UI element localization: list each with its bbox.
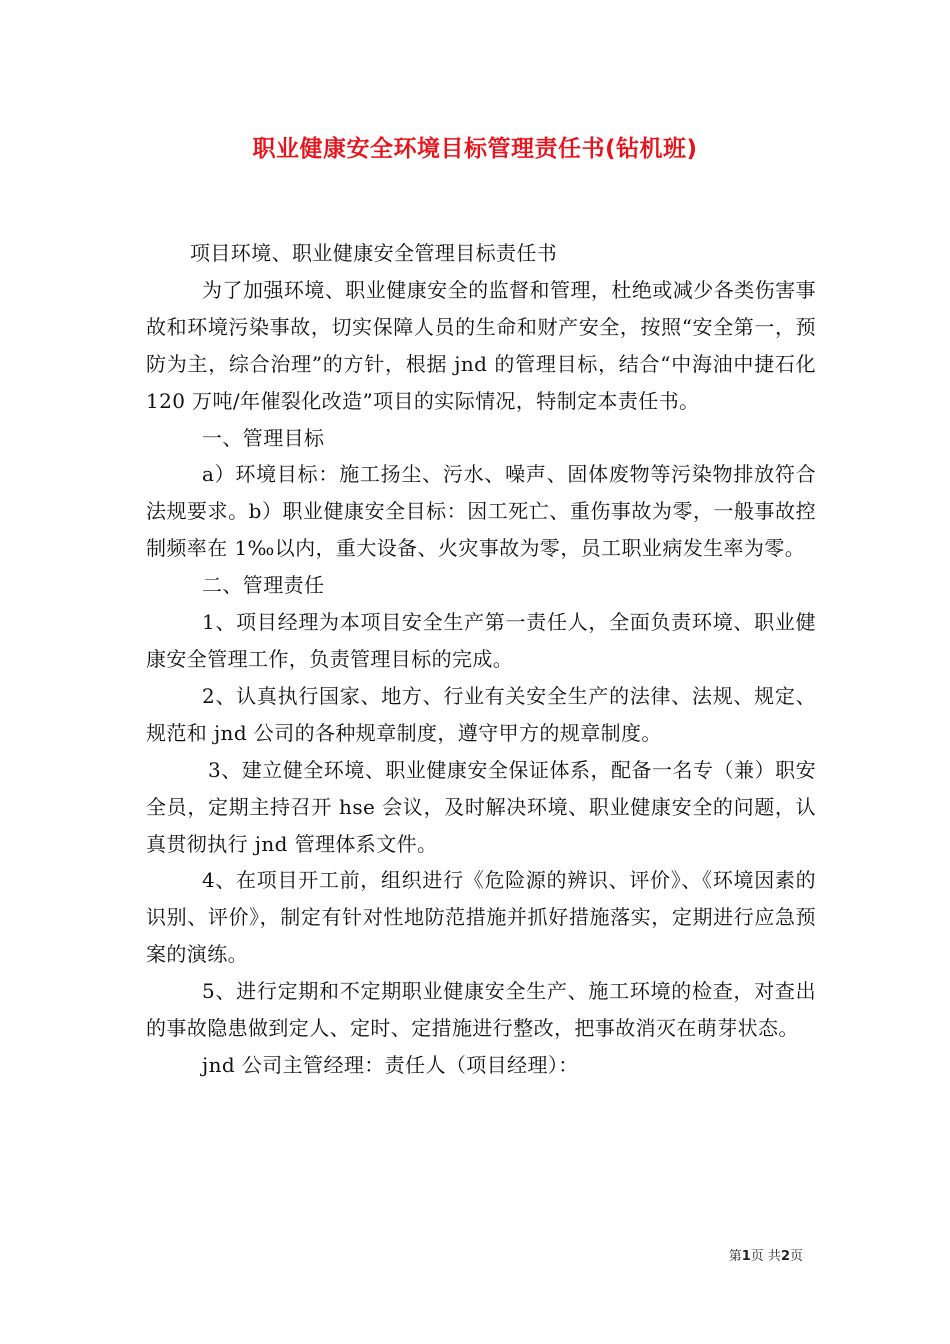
pager-middle: 页 共 <box>750 1249 781 1264</box>
goals-paragraph: a）环境目标：施工扬尘、污水、噪声、固体废物等污染物排放符合法规要求。b）职业健康安全目标：因工死亡、重伤事故为零，一般事故控制频率在 1‰以内，重大设备、火灾事故为零，员工职业病发生率为零。 <box>146 462 816 561</box>
signature-line: jnd 公司主管经理：责任人（项目经理）： <box>202 1052 579 1077</box>
subtitle-paragraph: 项目环境、职业健康安全管理目标责任书 <box>190 241 558 265</box>
section-heading-responsibilities: 二、管理责任 <box>202 573 325 598</box>
pager-suffix: 页 <box>789 1249 803 1264</box>
responsibility-item-4: 4、在项目开工前，组织进行《危险源的辨识、评价》、《环境因素的识别、评价》，制定有针对性地防范措施并抓好措施落实，定期进行应急预案的演练。 <box>146 868 816 967</box>
intro-paragraph: 为了加强环境、职业健康安全的监督和管理，杜绝或减少各类伤害事故和环境污染事故，切实保障人员的生命和财产安全，按照“安全第一，预防为主，综合治理”的方针，根据 jnd 的管理目标，结合“中海油中捷石化 120 万吨/年催裂化改造”项目的实际情况，特制定本责任书。 <box>146 277 816 413</box>
pager-prefix: 第 <box>728 1249 742 1264</box>
document-title: 职业健康安全环境目标管理责任书(钻机班) <box>252 136 698 162</box>
responsibility-item-5: 5、进行定期和不定期职业健康安全生产、施工环境的检查，对查出的事故隐患做到定人、定时、定措施进行整改，把事故消灭在萌芽状态。 <box>146 979 816 1041</box>
total-pages-number: 2 <box>780 1249 790 1264</box>
responsibility-item-1: 1、项目经理为本项目安全生产第一责任人，全面负责环境、职业健康安全管理工作，负责管理目标的完成。 <box>146 610 816 671</box>
section-heading-goals: 一、管理目标 <box>202 425 325 450</box>
page-number-footer <box>729 1249 803 1265</box>
document-body <box>146 235 816 1084</box>
responsibility-item-2: 2、认真执行国家、地方、行业有关安全生产的法律、法规、规定、规范和 jnd 公司的各种规章制度，遵守甲方的规章制度。 <box>146 683 816 745</box>
current-page-number: 1 <box>741 1249 751 1264</box>
responsibility-item-3: 3、建立健全环境、职业健康安全保证体系，配备一名专（兼）职安全员，定期主持召开 hse 会议，及时解决环境、职业健康安全的问题，认真贯彻执行 jnd 管理体系文件。 <box>146 757 816 856</box>
